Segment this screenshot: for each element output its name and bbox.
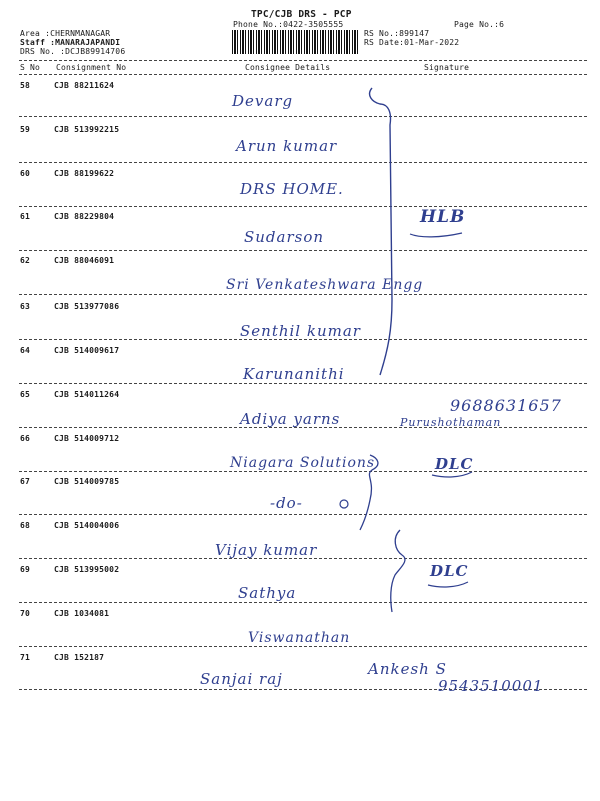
row-sno: 69 [20, 565, 31, 574]
row-sno: 71 [20, 653, 31, 662]
bracket-mark [391, 530, 405, 612]
row-consignee-handwritten: Senthil kumar [240, 322, 361, 340]
col-consignment: Consignment No [56, 63, 127, 72]
row-consignment: CJB 88046091 [54, 256, 115, 265]
dlc-signature: DLC [430, 562, 469, 580]
ditto-circle [340, 500, 348, 508]
row-consignment: CJB 514004006 [54, 521, 120, 530]
row-consignee-handwritten: DRS HOME. [240, 180, 344, 198]
hlb-signature: HLB [420, 207, 466, 227]
row-consignee-handwritten: Sudarson [244, 228, 325, 246]
row-sno: 58 [20, 81, 31, 90]
row-consignee-handwritten: Sri Venkateshwara Engg [226, 277, 424, 293]
dlc-signature: DLC [435, 455, 474, 473]
row-sno: 67 [20, 477, 31, 486]
underline-mark [428, 582, 468, 587]
row-consignee-handwritten: Devarg [232, 92, 294, 110]
bracket-mark [360, 455, 378, 530]
page-number: Page No.:6 [454, 20, 505, 29]
staff-label: Staff :MANARAJAPANDI [20, 38, 121, 47]
col-signature: Signature [424, 63, 470, 72]
bracket-mark [370, 88, 392, 375]
row-consignment: CJB 152187 [54, 653, 105, 662]
rs-number: RS No.:899147 [364, 29, 430, 38]
row-sno: 66 [20, 434, 31, 443]
col-consignee: Consignee Details [245, 63, 331, 72]
underline-mark [410, 233, 462, 237]
row-consignee-handwritten: Karunanithi [243, 365, 345, 383]
col-sno: S No [20, 63, 41, 72]
row-sno: 64 [20, 346, 31, 355]
row-sno: 63 [20, 302, 31, 311]
signature-ankesh: Ankesh S [368, 660, 447, 678]
drs-number: DRS No. :DCJB89914706 [20, 47, 126, 56]
row-sno: 62 [20, 256, 31, 265]
row-consignment: CJB 88211624 [54, 81, 115, 90]
row-consignment: CJB 514009617 [54, 346, 120, 355]
underline-mark [432, 472, 472, 477]
row-sno: 65 [20, 390, 31, 399]
row-consignment: CJB 513995002 [54, 565, 120, 574]
row-consignment: CJB 88199622 [54, 169, 115, 178]
signature-purushothaman: Purushothaman [400, 416, 502, 429]
row-consignee-handwritten: Vijay kumar [215, 541, 318, 559]
rs-date: RS Date:01-Mar-2022 [364, 38, 460, 47]
row-consignment: CJB 1034081 [54, 609, 110, 618]
row-sno: 68 [20, 521, 31, 530]
row-consignment: CJB 514011264 [54, 390, 120, 399]
row-consignee-handwritten: Adiya yarns [240, 410, 341, 428]
row-sno: 60 [20, 169, 31, 178]
row-sno: 61 [20, 212, 31, 221]
phone-number: Phone No.:0422-3505555 [233, 20, 344, 29]
row-consignee-handwritten: Sanjai raj [200, 670, 283, 688]
row-consignee-handwritten: Sathya [238, 584, 297, 602]
row-sno: 59 [20, 125, 31, 134]
row-sno: 70 [20, 609, 31, 618]
row-consignee-handwritten: Arun kumar [236, 137, 338, 155]
phone-annotation: 9688631657 [450, 396, 562, 415]
row-consignment: CJB 514009785 [54, 477, 120, 486]
row-consignment: CJB 513977086 [54, 302, 120, 311]
row-consignee-handwritten: Niagara Solutions [230, 455, 376, 471]
row-consignee-handwritten: -do- [270, 494, 303, 512]
row-consignee-handwritten: Viswanathan [248, 630, 351, 646]
row-consignment: CJB 513992215 [54, 125, 120, 134]
row-consignment: CJB 88229804 [54, 212, 115, 221]
document-title: TPC/CJB DRS - PCP [251, 9, 352, 20]
area-label: Area :CHERNMANAGAR [20, 29, 111, 38]
row-consignment: CJB 514009712 [54, 434, 120, 443]
phone-annotation: 9543510001 [438, 677, 544, 695]
